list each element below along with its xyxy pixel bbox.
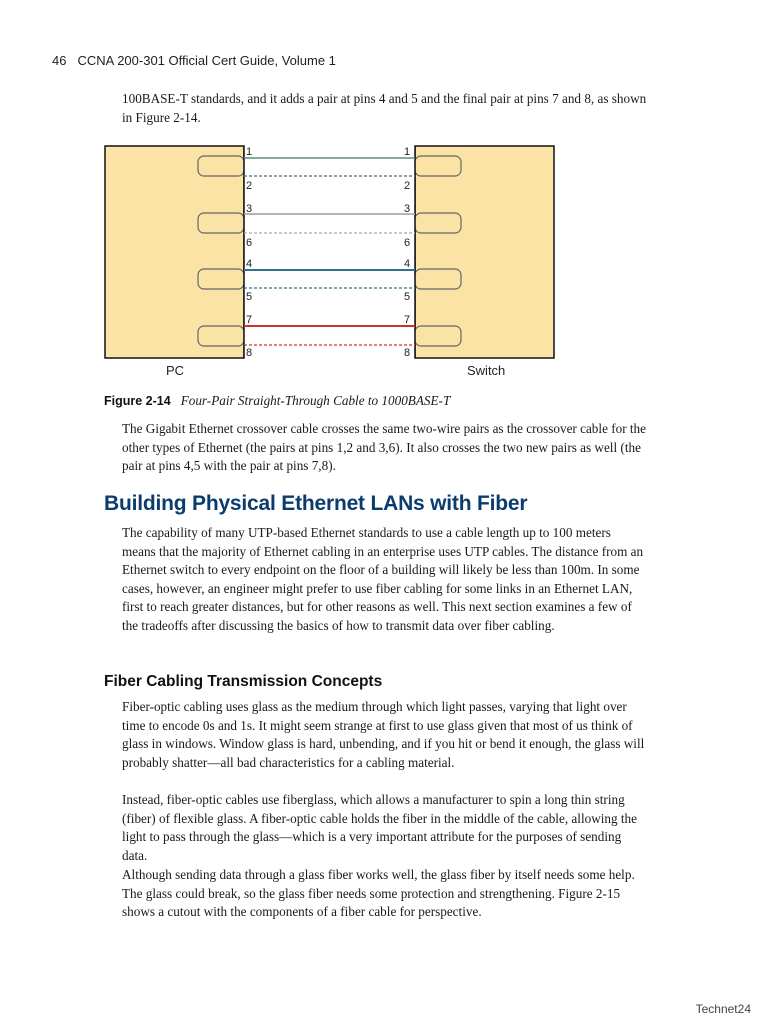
pc-pin-label: 3: [246, 203, 253, 215]
switch-pin-label: 6: [404, 237, 411, 249]
fiber-paragraph: Fiber-optic cabling uses glass as the medium through which light passes, varying that light over time to encode 0s and 1s. It might seem strange at first to use glass given that most of us think of glass in windows. Window glass is hard, unbending, and if you hit or bend it enough, the glass will probably shatter—all bad characteristics for a cabling material.: [122, 699, 645, 770]
pc-pair-tab-4: [198, 326, 244, 346]
switch-pair-tab-2: [415, 213, 461, 233]
pc-pair-tab-3: [198, 269, 244, 289]
figure-caption-text: Four-Pair Straight-Through Cable to 1000BASE-T: [180, 393, 451, 408]
fiber-paragraph: Although sending data through a glass fiber works well, the glass fiber by itself needs some help. The glass could break, so the glass fiber needs some protection and strengthening. Figure 2-15 shows a cutout with the components of a fiber cable for perspective.: [122, 867, 635, 920]
pc-pair-tab-1: [198, 156, 244, 176]
section-heading: Building Physical Ethernet LANs with Fiber: [104, 492, 528, 515]
pc-pin-label: 8: [246, 347, 253, 359]
figure-caption-label: Figure 2-14: [104, 394, 171, 408]
switch-label: Switch: [467, 363, 506, 378]
switch-pin-label: 5: [404, 291, 411, 303]
switch-pin-label: 3: [404, 203, 411, 215]
crossover-paragraph: The Gigabit Ethernet crossover cable crosses the same two-wire pairs as the crossover cable for the other types of Ethernet (the pairs at pins 1,2 and 3,6). It also crosses the two new pairs as well (the pair at pins 4,5 with the pair at pins 7,8).: [122, 421, 647, 474]
pc-label: PC: [166, 363, 185, 378]
figure-caption: [104, 393, 450, 409]
switch-pair-tab-3: [415, 269, 461, 289]
running-header: [52, 53, 336, 68]
book-title: CCNA 200-301 Official Cert Guide, Volume 1: [77, 53, 336, 68]
watermark: Technet24: [695, 1002, 751, 1016]
pc-pin-label: 7: [246, 314, 253, 326]
switch-pair-tab-1: [415, 156, 461, 176]
figure-2-14: [104, 145, 556, 380]
pc-pin-label: 5: [246, 291, 253, 303]
switch-pin-label: 4: [404, 258, 411, 270]
subsection-heading: Fiber Cabling Transmission Concepts: [104, 673, 383, 690]
pc-pin-label: 6: [246, 237, 253, 249]
pc-pin-label: 4: [246, 258, 253, 270]
cable-diagram: [104, 145, 556, 380]
switch-pin-label: 8: [404, 347, 411, 359]
fiber-paragraph: Instead, fiber-optic cables use fiberglass, which allows a manufacturer to spin a long thin string (fiber) of flexible glass. A fiber-optic cable holds the fiber in the middle of the cable, allowing the light to pass through the glass—which is a very important attribute for the purposes of sending data.: [122, 792, 637, 863]
switch-pair-tab-4: [415, 326, 461, 346]
section-paragraph: The capability of many UTP-based Ethernet standards to use a cable length up to 100 meters means that the majority of Ethernet cabling in an enterprise uses UTP cables. The distance from an Ethernet switch to every endpoint on the floor of a building will likely be less than 100m. In some cases, however, an engineer might prefer to use fiber cabling for some links in an Ethernet LAN, first to reach greater distances, but for other reasons as well. This next section examines a few of the tradeoffs after discussing the basics of how to transmit data over fiber cabling.: [122, 525, 644, 633]
page-number: 46: [52, 53, 67, 68]
pc-pin-label: 2: [246, 180, 253, 192]
switch-pin-label: 2: [404, 180, 411, 192]
intro-paragraph: 100BASE-T standards, and it adds a pair at pins 4 and 5 and the final pair at pins 7 and 8, as shown in Figure 2-14.: [122, 91, 647, 125]
switch-pin-label: 1: [404, 146, 411, 158]
pc-pin-label: 1: [246, 146, 253, 158]
switch-pin-label: 7: [404, 314, 411, 326]
pc-pair-tab-2: [198, 213, 244, 233]
